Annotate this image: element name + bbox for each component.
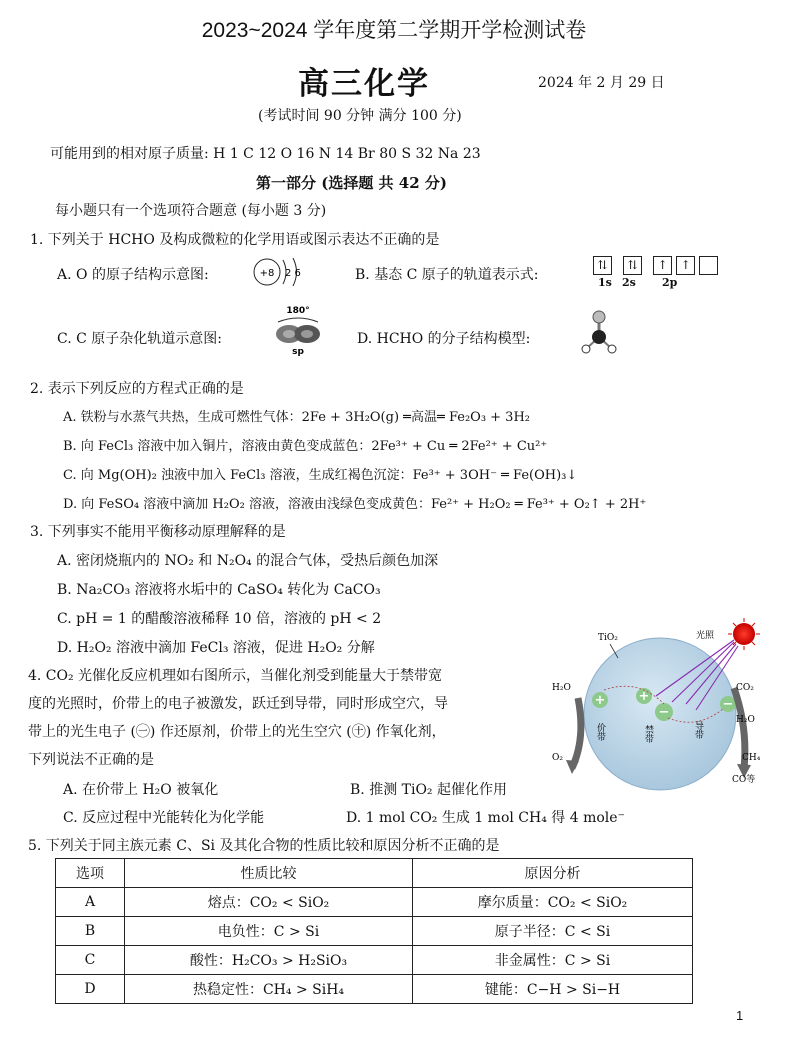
cell-option: D [56,975,125,1004]
q3-option-c: C. pH = 1 的醋酸溶液稀释 10 倍，溶液的 pH < 2 [57,611,382,627]
q4-line3: 带上的光生电子 (㊀) 作还原剂，价带上的光生空穴 (㊉) 作氧化剂， [28,724,446,740]
table-row [56,888,693,917]
cell-reason: 键能：C−H > Si−H [413,975,693,1004]
q4-option-a: A. 在价带上 H₂O 被氧化 [63,782,219,798]
orbital-2p-3 [699,256,718,275]
q1-option-a: A. O 的原子结构示意图: [57,267,209,283]
part1-instruction: 每小题只有一个选项符合题意 (每小题 3 分) [55,203,327,219]
exam-date: 2024 年 2 月 29 日 [538,75,665,91]
cell-option: C [56,946,125,975]
q2-option-c: C. 向 Mg(OH)₂ 浊液中加入 FeCl₃ 溶液，生成红褐色沉淀：Fe³⁺ + 3OH⁻ ═ Fe(OH)₃↓ [63,468,578,483]
orbital-label-2s: 2s [622,276,636,289]
h2o-right-label: H₂O [736,715,755,725]
q4-line1: 4. CO₂ 光催化反应机理如右图所示，当催化剂受到能量大于禁带宽 [28,668,443,684]
q3-option-d: D. H₂O₂ 溶液中滴加 FeCl₃ 溶液，促进 H₂O₂ 分解 [57,640,375,656]
q2-option-b: B. 向 FeCl₃ 溶液中加入铜片，溶液由黄色变成蓝色：2Fe³⁺ + Cu ═ 2Fe²⁺ + Cu²⁺ [63,439,548,454]
tio2-label: TiO₂ [598,633,618,643]
co2-label: CO₂ [736,683,754,693]
h2o-left-label: H₂O [552,683,571,693]
orbital-1s: ⇅ [593,256,612,275]
q5-stem: 5. 下列关于同主族元素 C、Si 及其化合物的性质比较和原因分析不正确的是 [28,838,500,854]
q2-option-d: D. 向 FeSO₄ 溶液中滴加 H₂O₂ 溶液，溶液由浅绿色变成黄色：Fe²⁺ + H₂O₂ ═ Fe³⁺ + O₂↑ + 2H⁺ [63,497,647,512]
q4-option-c: C. 反应过程中光能转化为化学能 [63,810,265,826]
orbital-label-1s: 1s [598,276,612,289]
light-label: 光照 [696,631,715,641]
valence-band-label: 价带 [595,723,605,741]
exam-info: (考试时间 90 分钟 满分 100 分) [258,108,462,124]
q4-line2: 度的光照时，价带上的电子被激发，跃迁到导带，同时形成空穴，导 [28,696,448,712]
header-reason: 原因分析 [413,859,693,888]
atomic-mass-line: 可能用到的相对原子质量: H 1 C 12 O 16 N 14 Br 80 S 32 Na 23 [50,146,481,162]
forbidden-band-label: 禁带 [643,725,653,743]
table-row [56,917,693,946]
orbital-2p-1: ↑ [653,256,672,275]
cell-property: 电负性：C > Si [125,917,413,946]
cell-option: B [56,917,125,946]
cell-reason: 原子半径：C < Si [413,917,693,946]
hcho-molecule-model [578,307,622,357]
photocatalysis-diagram [548,618,778,796]
orbital-diagram [594,255,718,275]
hybrid-angle-label: 180° [286,306,310,316]
page-number: 1 [736,1008,744,1023]
atom-shells-label: 2 6 [285,268,301,279]
sp-hybrid-orbital-diagram [268,302,328,358]
q4-option-d: D. 1 mol CO₂ 生成 1 mol CH₄ 得 4 mole⁻ [346,810,625,826]
svg-text:+: + [594,693,606,708]
q1-option-b: B. 基态 C 原子的轨道表示式: [355,267,539,283]
atom-nucleus-label: +8 [259,268,275,279]
q4-line4: 下列说法不正确的是 [28,752,154,768]
cell-option: A [56,888,125,917]
cell-property: 酸性：H₂CO₃ > H₂SiO₃ [125,946,413,975]
q2-stem: 2. 表示下列反应的方程式正确的是 [30,381,244,397]
o2-label: O₂ [552,753,563,763]
q3-stem: 3. 下列事实不能用平衡移动原理解释的是 [30,524,286,540]
part1-title: 第一部分 (选择题 共 42 分) [256,174,447,192]
conduction-band-label: 导带 [693,721,703,739]
q1-option-d: D. HCHO 的分子结构模型: [357,331,531,347]
svg-text:−: − [658,705,670,720]
table-row [56,975,693,1004]
sun-icon [728,618,760,650]
table-header-row [56,859,693,888]
svg-text:+: + [638,689,650,704]
table-row [56,946,693,975]
header-property: 性质比较 [125,859,413,888]
orbital-2p-2: ↑ [676,256,695,275]
ch4-label: CH₄ [742,753,761,763]
q1-stem: 1. 下列关于 HCHO 及构成微粒的化学用语或图示表达不正确的是 [30,232,440,248]
q2-option-a: A. 铁粉与水蒸气共热，生成可燃性气体：2Fe + 3H₂O(g) ═高温═ Fe₂O₃ + 3H₂ [63,410,531,425]
q5-table [55,858,693,1004]
cell-reason: 摩尔质量：CO₂ < SiO₂ [413,888,693,917]
cell-reason: 非金属性：C > Si [413,946,693,975]
exam-title: 2023~2024 学年度第二学期开学检测试卷 [201,19,587,42]
q3-option-b: B. Na₂CO₃ 溶液将水垢中的 CaSO₄ 转化为 CaCO₃ [57,582,381,598]
orbital-2s: ⇅ [623,256,642,275]
svg-text:−: − [722,697,734,712]
subject-title: 高三化学 [298,66,430,102]
oxygen-atom-structure-diagram [250,252,310,292]
q1-option-c: C. C 原子杂化轨道示意图: [57,331,222,347]
hybrid-label: sp [292,347,304,357]
q4-option-b: B. 推测 TiO₂ 起催化作用 [350,782,507,798]
q3-option-a: A. 密闭烧瓶内的 NO₂ 和 N₂O₄ 的混合气体，受热后颜色加深 [57,553,439,569]
co-label: CO等 [732,775,756,785]
cell-property: 热稳定性：CH₄ > SiH₄ [125,975,413,1004]
header-option: 选项 [56,859,125,888]
cell-property: 熔点：CO₂ < SiO₂ [125,888,413,917]
orbital-label-2p: 2p [662,276,678,289]
